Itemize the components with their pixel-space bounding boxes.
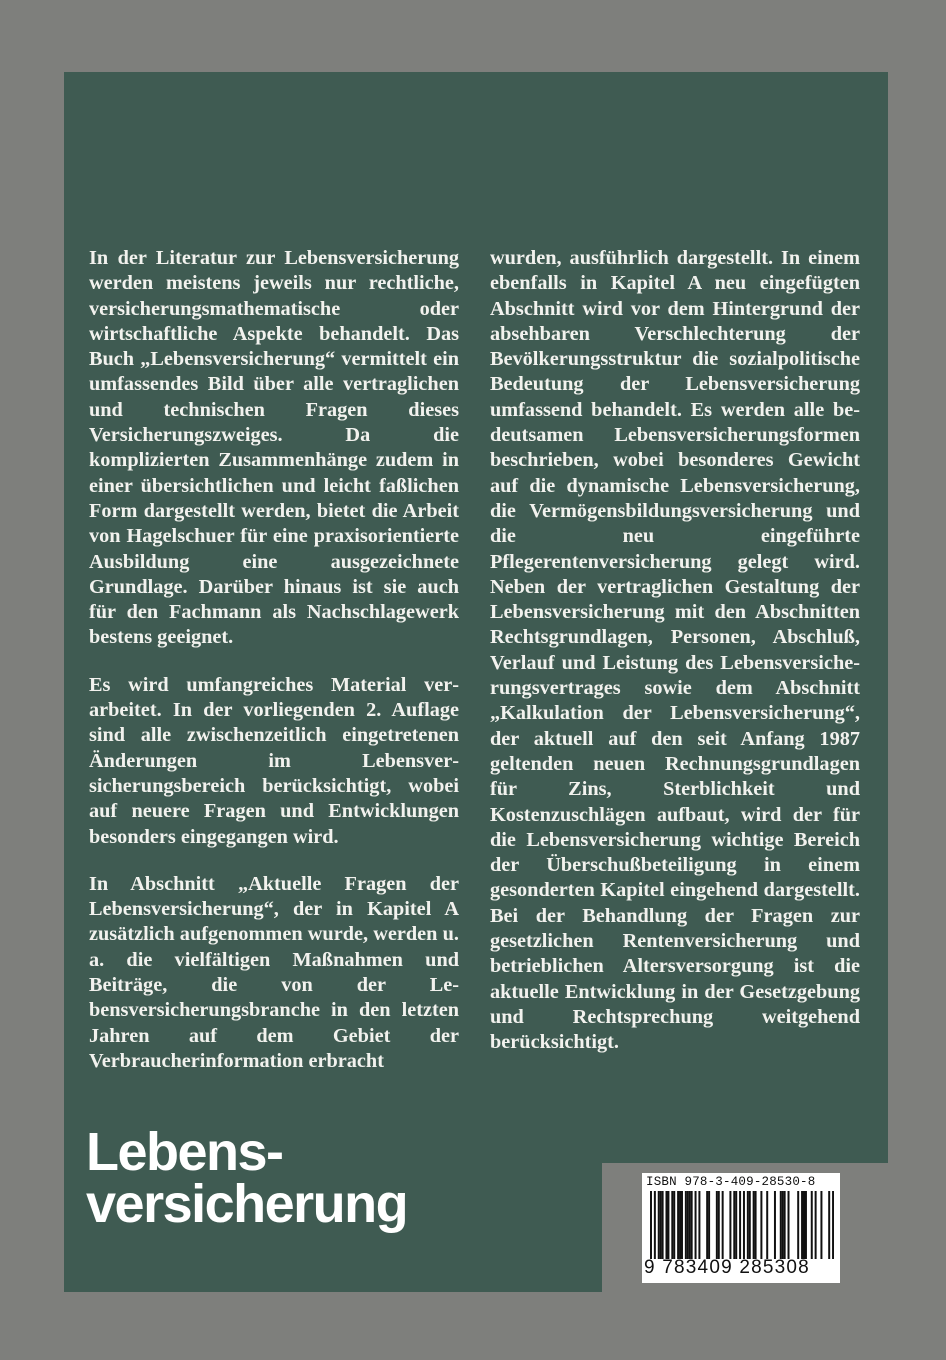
ean-digits: 9 783409 285308 bbox=[644, 1257, 810, 1278]
barcode-bar bbox=[698, 1191, 700, 1259]
barcode-bar bbox=[718, 1191, 720, 1259]
barcode-bar bbox=[743, 1191, 745, 1259]
barcode-bar bbox=[820, 1191, 822, 1259]
barcode-bar bbox=[803, 1191, 805, 1259]
barcode-bar bbox=[815, 1191, 817, 1259]
barcode-bar bbox=[735, 1191, 737, 1259]
barcode-bars bbox=[650, 1191, 834, 1259]
barcode-bar bbox=[782, 1191, 784, 1259]
book-title-line-2: versicherung bbox=[86, 1174, 408, 1234]
barcode-bar bbox=[749, 1191, 751, 1259]
barcode-bar bbox=[673, 1191, 675, 1259]
barcode-bar bbox=[706, 1191, 708, 1259]
barcode-bar bbox=[687, 1191, 689, 1259]
barcode-bar bbox=[689, 1191, 691, 1259]
paragraph-aktuelle-fragen: In Abschnitt „Aktuelle Fragen der Lebensversicherung“, der in Kapitel A zusätzlich aufgenommen wurde, werden u. a. die vielfältigen Maßnahmen und Beiträge, die von der Lebensversicherungsbranche in den letzten Jahren auf dem Gebiet der Verbraucherinformation erbracht bbox=[89, 872, 459, 1072]
barcode-bar bbox=[811, 1191, 813, 1259]
book-title-line-1: Lebens- bbox=[86, 1122, 283, 1182]
barcode-bar bbox=[681, 1191, 683, 1259]
barcode-bar bbox=[665, 1191, 667, 1259]
book-title bbox=[86, 1122, 408, 1234]
barcode-bar bbox=[722, 1191, 724, 1259]
barcode-bar bbox=[650, 1191, 652, 1259]
barcode-bar bbox=[801, 1191, 803, 1259]
barcode-bar bbox=[658, 1191, 660, 1259]
barcode-bar bbox=[766, 1191, 768, 1259]
cover-panel bbox=[64, 72, 888, 1292]
barcode-bar bbox=[733, 1191, 735, 1259]
barcode-bar bbox=[677, 1191, 679, 1259]
barcode-bar bbox=[774, 1191, 776, 1259]
barcode-bar bbox=[755, 1191, 757, 1259]
barcode-bar bbox=[667, 1191, 669, 1259]
barcode-bar bbox=[679, 1191, 681, 1259]
barcode-bar bbox=[695, 1191, 697, 1259]
paragraph-continuation: wurden, ausführlich dargestellt. In einem ebenfalls in Kapitel A neu eingefügten Abschnitt wird vor dem Hintergrund der absehbaren Verschlechterung der Bevölkerungsstruktur die sozialpolitische Bedeutung der Lebensversicherung umfassend behandelt. Es werden alle bedeutsamen Lebensversicherungsformen beschrieben, wobei besonderes Gewicht auf die dynamische Lebensversicherung, die Vermögensbildungsversicherung und die neu eingeführte Pflegerentenversicherung gelegt wird. Neben der vertraglichen Gestaltung der Lebensversicherung mit den Abschnitten Rechtsgrundlagen, Personen, Abschluß, Verlauf und Leistung des Lebensversicherungsvertrages sowie dem Abschnitt „Kalkulation der Lebensversicherung“, der aktuell auf den seit Anfang 1987 geltenden neuen Rechnungsgrundlagen für Zins, Sterblichkeit und Kostenzuschlägen aufbaut, wird der für die Lebensversicherung wichtige Bereich der Überschußbeteiligung in einem gesonderten Kapitel eingehend dargestellt. Bei der Behandlung der Fragen zur gesetzlichen Rentenversicherung und betrieblichen Altersversorgung ist die aktuelle Entwicklung in der Gesetzgebung und Rechtsprechung weitgehend berücksichtigt. bbox=[490, 247, 860, 1054]
barcode-bar bbox=[729, 1191, 731, 1259]
barcode-bar bbox=[662, 1191, 664, 1259]
barcode-bar bbox=[708, 1191, 710, 1259]
barcode-bar bbox=[685, 1191, 687, 1259]
barcode-bar bbox=[832, 1191, 834, 1259]
barcode-bar bbox=[760, 1191, 762, 1259]
barcode-bar bbox=[797, 1191, 799, 1259]
barcode-bar bbox=[780, 1191, 782, 1259]
barcode-bar bbox=[753, 1191, 755, 1259]
text-column-right bbox=[490, 246, 860, 1078]
text-column-left bbox=[89, 246, 459, 1096]
barcode-bar bbox=[788, 1191, 790, 1259]
barcode-bar bbox=[716, 1191, 718, 1259]
barcode-bar bbox=[660, 1191, 662, 1259]
barcode-bar bbox=[747, 1191, 749, 1259]
barcode-bar bbox=[739, 1191, 741, 1259]
isbn-box bbox=[602, 1163, 888, 1292]
isbn-number: ISBN 978-3-409-28530-8 bbox=[646, 1175, 816, 1189]
barcode-bar bbox=[805, 1191, 807, 1259]
paragraph-intro: In der Literatur zur Lebensversicherung werden meistens jeweils nur rechtliche, versicherungsmathematische oder wirtschaftliche Aspekte behandelt. Das Buch „Lebensversicherung“ vermittelt ein umfassendes Bild über alle vertraglichen und technischen Fragen dieses Versicherungszweiges. Da die komplizierten Zusammenhänge zudem in einer übersichtlichen und leicht faßlichen Form dargestellt werden, bietet die Arbeit von Hagelschuer für eine praxisorientierte Ausbildung eine ausgezeichnete Grundlage. Darüber hinaus ist sie auch für den Fachmann als Nachschlagewerk bestens geeignet. bbox=[89, 247, 459, 649]
barcode-bar bbox=[691, 1191, 693, 1259]
barcode-bar bbox=[828, 1191, 830, 1259]
barcode-bar bbox=[671, 1191, 673, 1259]
barcode-bar bbox=[654, 1191, 656, 1259]
barcode-bar bbox=[784, 1191, 786, 1259]
paragraph-material: Es wird umfangreiches Material verarbeitet. In der vorliegenden 2. Auflage sind alle zwischenzeitlich eingetretenen Änderungen im Lebensversicherungsbereich berücksichtigt, wobei auf neuere Fragen und Entwicklungen besonders eingegangen wird. bbox=[89, 673, 459, 848]
barcode-label bbox=[642, 1173, 840, 1283]
